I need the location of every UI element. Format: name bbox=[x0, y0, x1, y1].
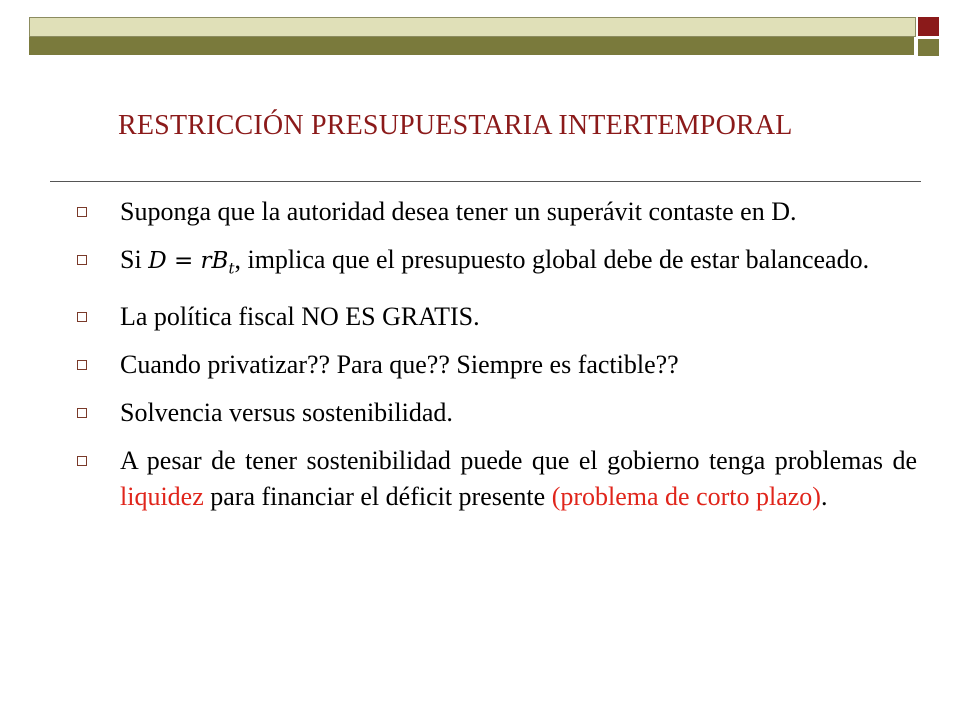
bullet-text: Suponga que la autoridad desea tener un superávit contaste en D. bbox=[120, 197, 797, 226]
square-bullet-icon bbox=[77, 360, 87, 370]
bullet-text-suffix: , implica que el presupuesto global debe de estar balanceado. bbox=[234, 245, 870, 274]
decorative-corner-red bbox=[918, 17, 939, 36]
bullet-list bbox=[70, 194, 917, 527]
bullet-text: Cuando privatizar?? Para que?? Siempre es factible?? bbox=[120, 349, 679, 379]
bullet-item bbox=[70, 443, 917, 515]
bullet-item bbox=[70, 194, 917, 230]
square-bullet-icon bbox=[77, 312, 87, 322]
decorative-corner-olive bbox=[918, 39, 939, 56]
bullet-text-prefix: Si bbox=[120, 245, 149, 274]
math-equals: = bbox=[166, 248, 201, 274]
square-bullet-icon bbox=[77, 255, 87, 265]
square-bullet-icon bbox=[77, 456, 87, 466]
highlight-liquidez: liquidez bbox=[120, 481, 204, 511]
slide-title: RESTRICCIÓN PRESUPUESTARIA INTERTEMPORAL bbox=[118, 110, 793, 141]
math-rhs: rB bbox=[200, 248, 229, 274]
math-lhs: D bbox=[148, 248, 167, 274]
bullet-text-part2: para financiar el déficit presente bbox=[203, 481, 552, 511]
bullet-item bbox=[70, 347, 917, 383]
highlight-corto-plazo: (problema de corto plazo) bbox=[551, 481, 821, 511]
bullet-text-part3: . bbox=[820, 481, 828, 511]
math-subscript: t bbox=[228, 259, 235, 278]
decorative-top-bar-dark bbox=[29, 37, 914, 55]
bullet-item bbox=[70, 395, 917, 431]
decorative-top-bar-light bbox=[29, 17, 916, 37]
square-bullet-icon bbox=[77, 207, 87, 217]
math-formula bbox=[148, 248, 235, 278]
bullet-item bbox=[70, 299, 917, 335]
bullet-text: Solvencia versus sostenibilidad. bbox=[120, 397, 453, 427]
bullet-text-part1: A pesar de tener sostenibilidad puede que el gobierno tenga problemas de bbox=[120, 445, 917, 475]
title-divider bbox=[50, 181, 921, 182]
bullet-item bbox=[70, 242, 917, 287]
bullet-text: La política fiscal NO ES GRATIS. bbox=[120, 301, 480, 331]
square-bullet-icon bbox=[77, 408, 87, 418]
